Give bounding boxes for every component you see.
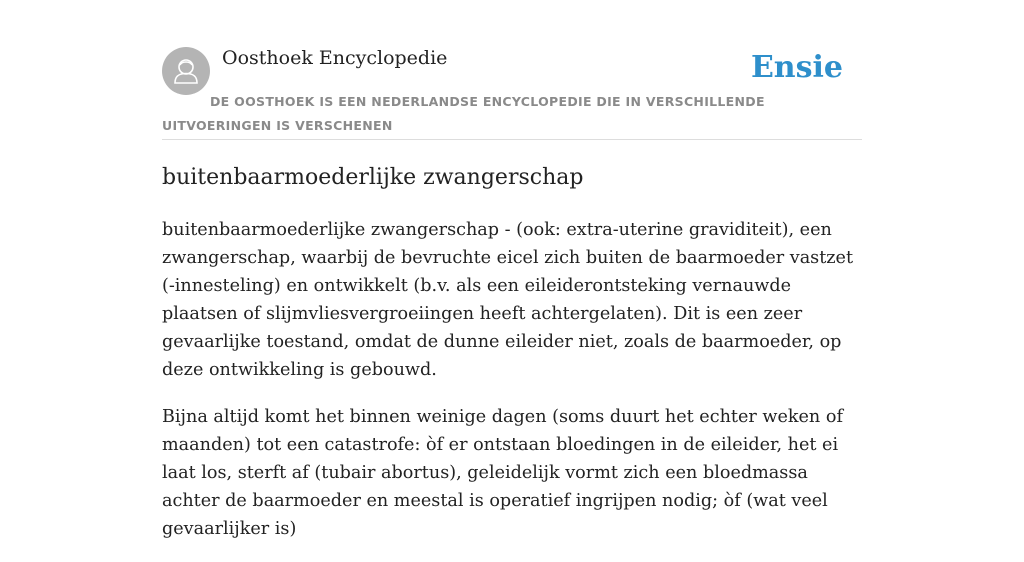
content-column (162, 0, 862, 539)
brand-logo[interactable]: Ensie (750, 50, 843, 85)
avatar[interactable] (162, 47, 210, 95)
article-paragraph: Bijna altijd komt het binnen weinige dagen (soms duurt het echter weken of maanden) tot een catastrofe: òf er ontstaan bloedingen in de eileider, het ei laat los, sterft af (tubair abortus), geleidelijk vormt zich een bloedmassa achter de baarmoeder en meestal is operatief ingrijpen nodig; òf (wat veel gevaarlijker is) (162, 407, 843, 539)
header-divider (162, 139, 862, 140)
author-name[interactable]: Oosthoek Encyclopedie (222, 47, 448, 69)
article-body (162, 216, 862, 562)
author-tagline: DE OOSTHOEK IS EEN NEDERLANDSE ENCYCLOPEDIE DIE IN VERSCHILLENDE UITVOERINGEN IS VERSCHENEN (162, 94, 765, 133)
header (162, 0, 862, 140)
article-paragraph: buitenbaarmoederlijke zwangerschap - (ook: extra-uterine graviditeit), een zwangerschap, waarbij de bevruchte eicel zich buiten de baarmoeder vastzet (-innesteling) en ontwikkelt (b.v. als een eileiderontsteking vernauwde plaatsen of slijmvliesvergroeiingen heeft achtergelaten). Dit is een zeer gevaarlijke toestand, omdat de dunne eileider niet, zoals de baarmoeder, op deze ontwikkeling is gebouwd. (162, 220, 854, 380)
user-silhouette-icon (162, 47, 210, 95)
article-title: buitenbaarmoederlijke zwangerschap (162, 165, 584, 190)
